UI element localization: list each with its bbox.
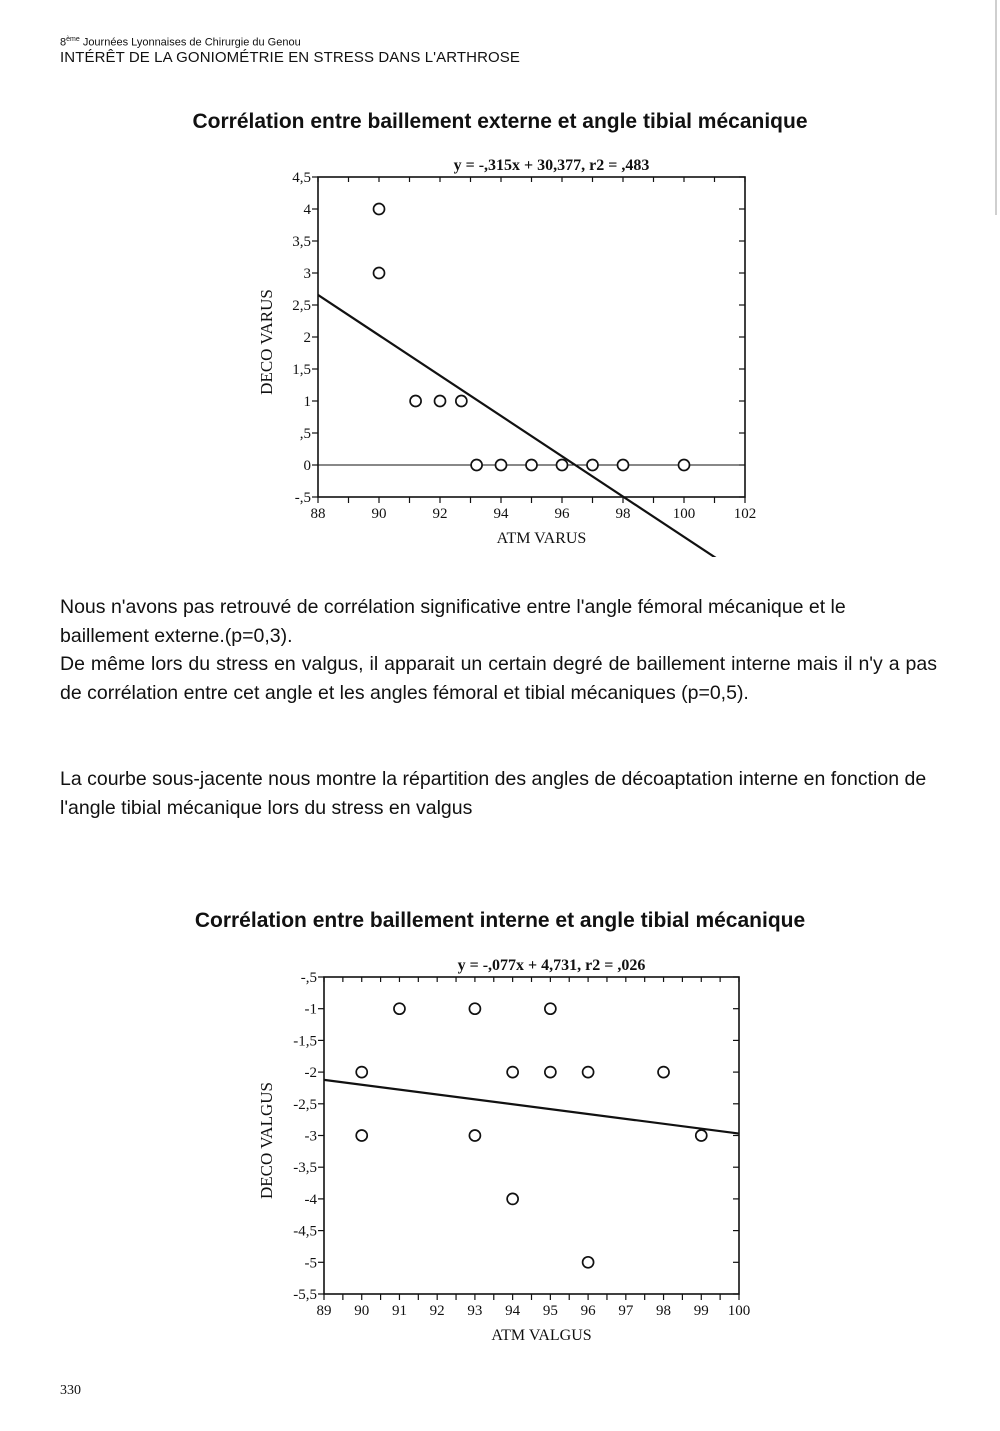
regression-line [318, 295, 772, 570]
y-tick-label: 0 [303, 458, 311, 474]
page-number: 330 [60, 1383, 81, 1398]
regression-equation: y = -,077x + 4,731, r2 = ,026 [457, 957, 646, 974]
x-tick-label: 96 [580, 1303, 596, 1319]
regression-equation: y = -,315x + 30,377, r2 = ,483 [453, 157, 650, 174]
x-tick-label: 92 [432, 506, 448, 522]
data-point [469, 1003, 480, 1014]
data-point [583, 1067, 594, 1078]
x-tick-label: 88 [310, 506, 326, 522]
y-tick-label: 4 [303, 202, 311, 218]
y-tick-label: -1 [304, 1001, 317, 1018]
x-tick-label: 102 [733, 506, 757, 522]
y-tick-label: -,5 [294, 490, 311, 506]
data-point [507, 1067, 518, 1078]
x-tick-label: 90 [371, 506, 387, 522]
x-axis-label: ATM VARUS [496, 530, 587, 547]
data-point [456, 396, 467, 407]
y-tick-label: 4,5 [292, 170, 311, 186]
y-tick-label: -1,5 [293, 1033, 317, 1050]
y-tick-label: -3 [304, 1128, 317, 1145]
chart-2-svg [0, 940, 1000, 1360]
data-point [696, 1130, 707, 1141]
y-tick-label: -,5 [300, 970, 317, 986]
data-point [526, 460, 537, 471]
data-point [679, 460, 690, 471]
y-tick-label: 2,5 [292, 298, 311, 314]
paragraph-1: Nous n'avons pas retrouvé de corrélation significative entre l'angle fémoral mécanique et le baillement externe.(p=0,3). [60, 596, 846, 647]
running-head [60, 36, 520, 67]
y-tick-label: -4 [304, 1191, 317, 1208]
x-tick-label: 94 [505, 1303, 521, 1319]
x-tick-label: 99 [693, 1303, 709, 1319]
edition-suffix: ème [66, 36, 80, 43]
data-point [410, 396, 421, 407]
regression-line [324, 1080, 739, 1134]
edition-number: 8 [60, 36, 67, 49]
y-axis-label: DECO VALGUS [257, 1082, 276, 1199]
chart-1 [0, 140, 1000, 570]
y-tick-label: -4,5 [293, 1223, 317, 1240]
x-tick-label: 95 [542, 1303, 558, 1319]
y-tick-label: 2 [303, 330, 311, 346]
y-tick-label: -3,5 [293, 1160, 317, 1177]
data-point [507, 1193, 518, 1204]
data-point [545, 1003, 556, 1014]
y-tick-label: 3,5 [292, 234, 311, 250]
data-point [356, 1130, 367, 1141]
data-point [469, 1130, 480, 1141]
paragraph-2: De même lors du stress en valgus, il apparait un certain degré de baillement interne mais il n'y a pas de corrélation entre cet angle et les angles fémoral et tibial mécaniques (p=0,5). [60, 653, 937, 704]
data-point [583, 1257, 594, 1268]
conference-line [60, 36, 520, 49]
data-point [374, 268, 385, 279]
y-tick-label: ,5 [299, 426, 311, 442]
x-tick-label: 89 [316, 1303, 332, 1319]
x-tick-label: 100 [727, 1303, 751, 1319]
x-axis-label: ATM VALGUS [491, 1327, 592, 1344]
x-tick-label: 97 [618, 1303, 634, 1319]
y-tick-label: -5,5 [293, 1287, 317, 1303]
y-tick-label: -5 [304, 1255, 317, 1272]
y-tick-label: 3 [303, 266, 311, 282]
x-tick-label: 96 [554, 506, 570, 522]
conference-name: Journées Lyonnaises de Chirurgie du Genou [82, 36, 301, 49]
data-point [618, 460, 629, 471]
x-tick-label: 98 [615, 506, 631, 522]
paragraph-3: La courbe sous-jacente nous montre la répartition des angles de décoaptation interne en fonction de l'angle tibial mécanique lors du stress en valgus [60, 768, 927, 819]
y-tick-label: -2,5 [293, 1096, 317, 1113]
x-tick-label: 93 [467, 1303, 483, 1319]
x-tick-label: 90 [354, 1303, 370, 1319]
chapter-title: INTÉRÊT DE LA GONIOMÉTRIE EN STRESS DANS L'ARTHROSE [60, 49, 520, 67]
x-tick-label: 98 [656, 1303, 672, 1319]
y-tick-label: 1 [303, 394, 311, 410]
y-tick-label: -2 [304, 1065, 317, 1082]
data-point [394, 1003, 405, 1014]
x-tick-label: 94 [493, 506, 509, 522]
chart-2 [0, 940, 1000, 1360]
data-point [496, 460, 507, 471]
figure-2-title: Corrélation entre baillement interne et angle tibial mécanique [194, 909, 806, 932]
figure-1-title: Corrélation entre baillement externe et angle tibial mécanique [192, 110, 808, 133]
data-point [658, 1067, 669, 1078]
data-point [435, 396, 446, 407]
data-point [557, 460, 568, 471]
y-tick-label: 1,5 [292, 362, 311, 378]
x-tick-label: 91 [391, 1303, 407, 1319]
x-tick-label: 92 [429, 1303, 445, 1319]
data-point [356, 1067, 367, 1078]
plot-frame [324, 977, 739, 1294]
chart-1-svg [0, 140, 1000, 570]
x-tick-label: 100 [672, 506, 696, 522]
y-axis-label: DECO VARUS [257, 289, 276, 395]
data-point [587, 460, 598, 471]
data-point [374, 204, 385, 215]
data-point [545, 1067, 556, 1078]
data-point [471, 460, 482, 471]
